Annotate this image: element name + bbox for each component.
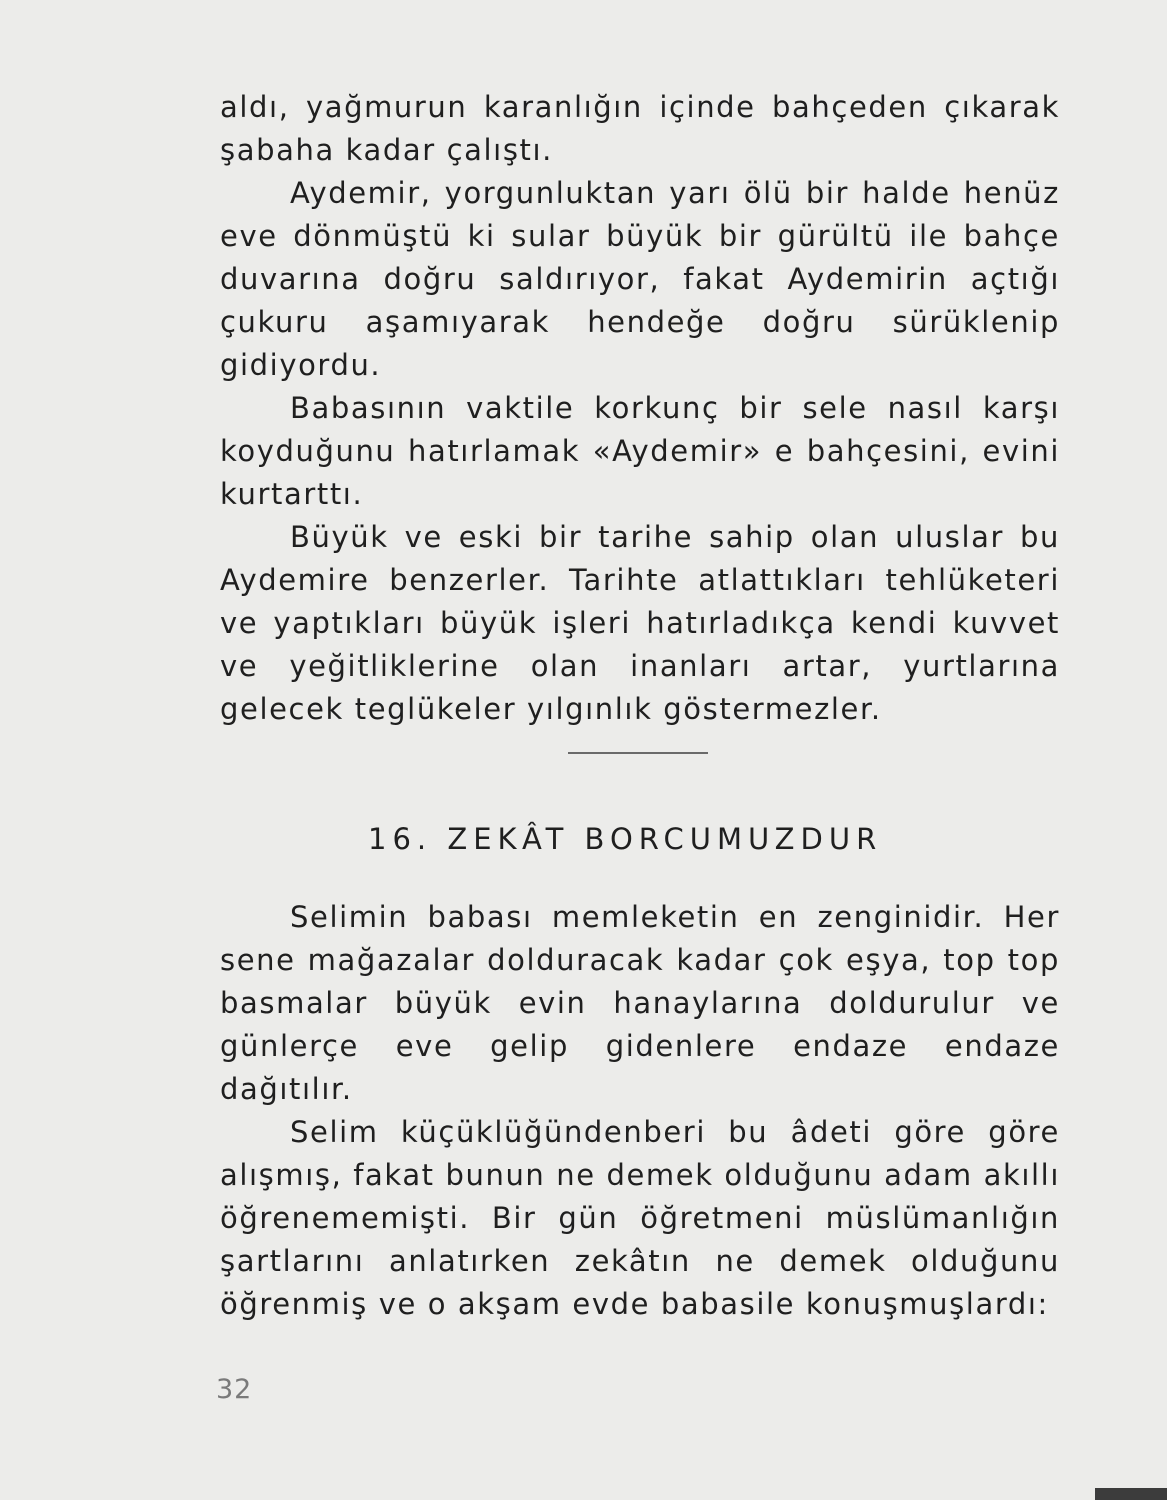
page-number: 32 xyxy=(216,1374,253,1405)
paragraph-4: Büyük ve eski bir tarihe sahip olan uluslar bu Aydemire benzerler. Tarihte atlattıkları tehlüketeri ve yaptıkları büyük işleri hatırladıkça kendi kuvvet ve yeğitliklerine olan inanları artar, yurtlarına gelecek teglükeler yılgınlık göstermezler. xyxy=(220,520,1060,726)
paragraph-1: aldı, yağmurun karanlığın içinde bahçeden çıkarak şabaha kadar çalıştı. xyxy=(220,90,1060,167)
scan-edge-mark xyxy=(1095,1488,1167,1500)
chapter-heading: 16. ZEKÂT BORCUMUZDUR xyxy=(368,822,883,856)
section-divider xyxy=(568,752,708,754)
paragraph-5: Selimin babası memleketin en zenginidir. Her sene mağazalar dolduracak kadar çok eşya, top top basmalar büyük evin hanaylarına doldurulur ve günlerçe eve gelip gidenlere endaze endaze dağıtılır. xyxy=(220,900,1060,1106)
text-section-before xyxy=(220,86,1060,731)
paragraph-2: Aydemir, yorgunluktan yarı ölü bir halde henüz eve dönmüştü ki sular büyük bir gürültü ile bahçe duvarına doğru saldırıyor, fakat Aydemirin açtığı çukuru aşamıyarak hendeğe doğru sürüklenip gidiyordu. xyxy=(220,176,1060,382)
paragraph-6: Selim küçüklüğündenberi bu âdeti göre göre alışmış, fakat bunun ne demek olduğunu adam akıllı öğrenememişti. Bir gün öğretmeni müslümanlığın şartlarını anlatırken zekâtın ne demek olduğunu öğrenmiş ve o akşam evde babasile konuşmuşlardı: xyxy=(220,1115,1060,1321)
paragraph-3: Babasının vaktile korkunç bir sele nasıl karşı koyduğunu hatırlamak «Aydemir» e bahçesini, evini kurtarttı. xyxy=(220,391,1060,511)
text-section-after xyxy=(220,896,1060,1326)
